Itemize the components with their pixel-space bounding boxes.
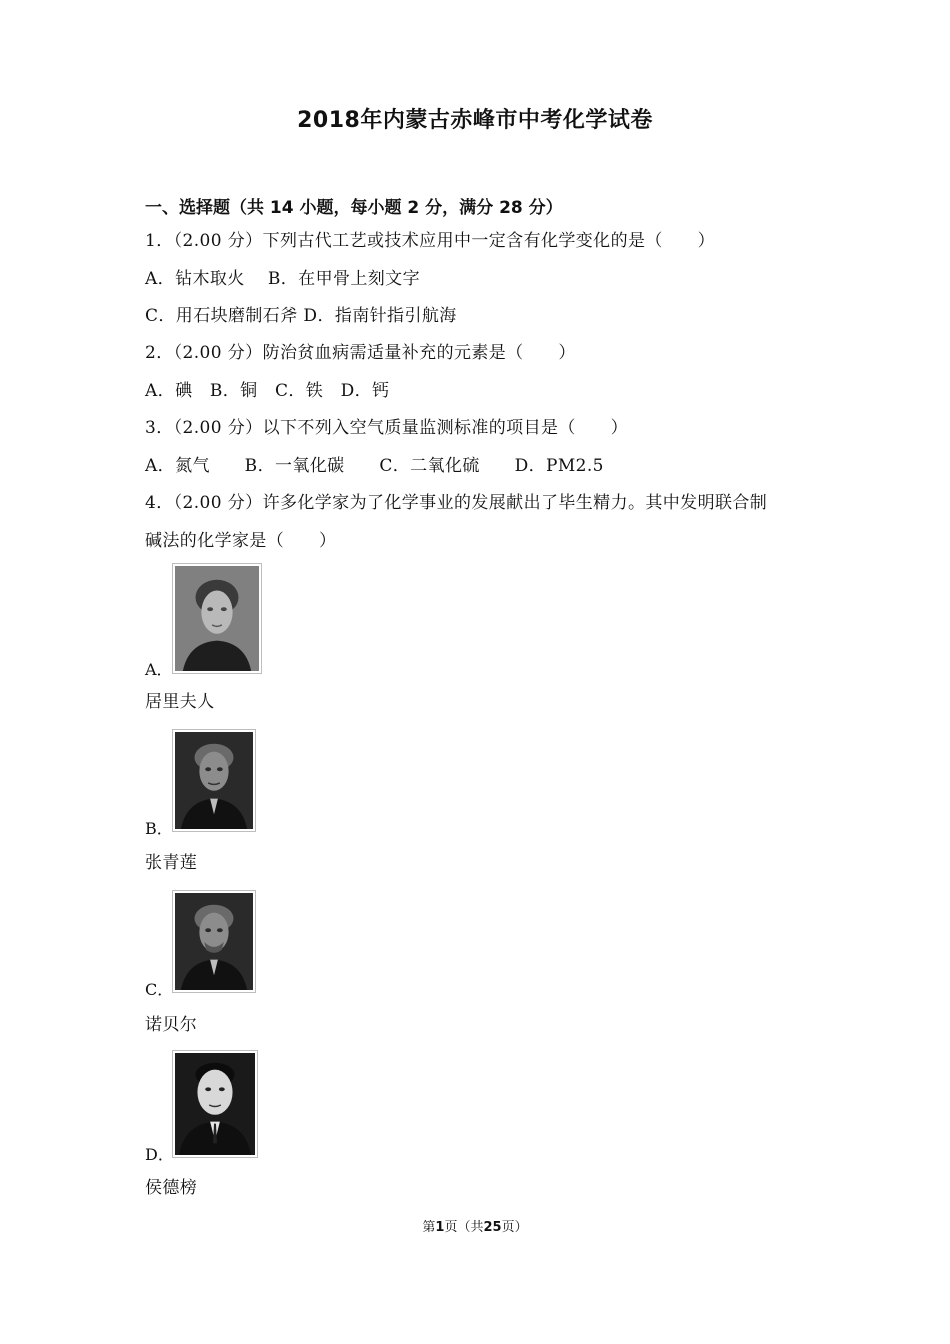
- option-d-name: 侯德榜: [145, 1178, 198, 1198]
- option-c-letter: C．: [145, 980, 174, 999]
- question-1-stem: 1．（2.00 分）下列古代工艺或技术应用中一定含有化学变化的是（ ）: [145, 231, 715, 251]
- footer-suffix: 页）: [501, 1220, 528, 1235]
- option-b-letter: B．: [145, 819, 173, 838]
- portrait-zhang-qinglian-image: [172, 729, 256, 832]
- option-a-letter: A．: [145, 660, 173, 679]
- section-heading: 一、选择题（共 14 小题，每小题 2 分，满分 28 分）: [145, 198, 563, 218]
- page-footer: [0, 1216, 950, 1235]
- question-4-stem-line2: 碱法的化学家是（ ）: [145, 531, 337, 551]
- page-title: 2018年内蒙古赤峰市中考化学试卷: [297, 108, 653, 133]
- option-b-name: 张青莲: [145, 853, 198, 873]
- option-d-letter: D．: [145, 1145, 174, 1164]
- question-2-options: A．碘 B．铜 C．铁 D．钙: [145, 381, 390, 401]
- portrait-hou-debang-image: [172, 1050, 258, 1158]
- question-2-stem: 2．（2.00 分）防治贫血病需适量补充的元素是（ ）: [145, 343, 576, 363]
- question-3-stem: 3．（2.00 分）以下不列入空气质量监测标准的项目是（ ）: [145, 418, 628, 438]
- portrait-nobel-image: [172, 890, 256, 993]
- question-1-options-ab: A．钻木取火 B．在甲骨上刻文字: [145, 269, 420, 289]
- question-3-options: A．氮气 B．一氧化碳 C．二氧化硫 D．PM2.5: [145, 456, 604, 476]
- footer-page-number: 1: [435, 1220, 445, 1235]
- footer-total-pages: 25: [483, 1220, 502, 1235]
- option-c-name: 诺贝尔: [145, 1015, 198, 1035]
- question-1-options-cd: C．用石块磨制石斧 D．指南针指引航海: [145, 306, 457, 326]
- portrait-curie-image: [172, 563, 262, 674]
- question-4-stem-line1: 4．（2.00 分）许多化学家为了化学事业的发展献出了毕生精力。其中发明联合制: [145, 493, 768, 513]
- footer-middle: 页（共: [444, 1220, 484, 1235]
- footer-prefix: 第: [422, 1220, 436, 1235]
- option-a-name: 居里夫人: [145, 692, 215, 712]
